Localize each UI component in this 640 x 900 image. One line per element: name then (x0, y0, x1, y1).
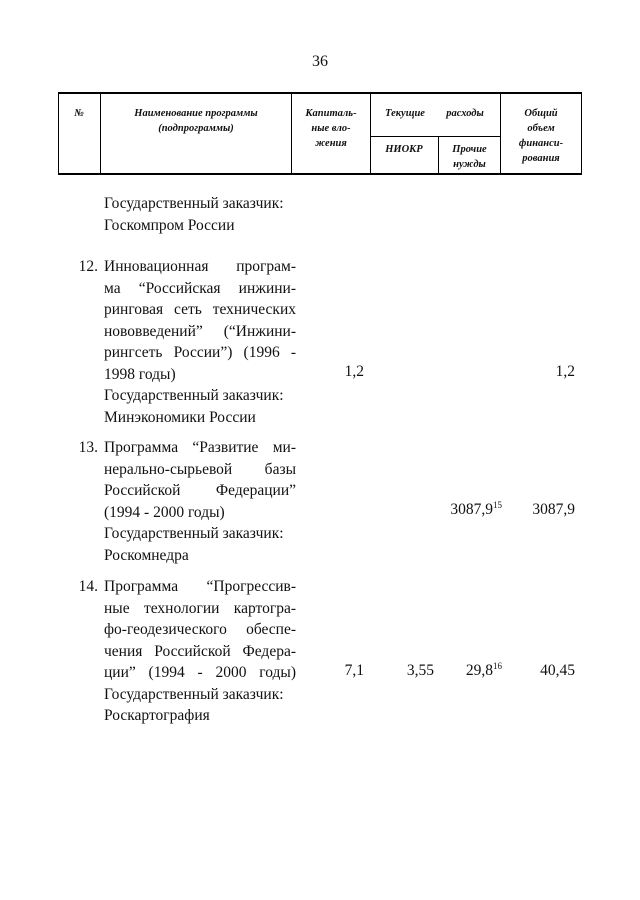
header-capital-line3: жения (315, 138, 347, 149)
header-total-line4: рования (522, 153, 560, 164)
header-total-line3: финанси- (518, 138, 564, 149)
row-number: 13. (78, 439, 98, 456)
row-text-line: ные технологии картогра- (104, 599, 296, 617)
header-total-line2: объем (527, 123, 555, 134)
row-text-line: Государственный заказчик: (104, 387, 284, 404)
header-current-left: Текущие (385, 108, 425, 119)
row-number: 12. (78, 258, 98, 275)
cell-other (420, 662, 502, 680)
header-niokr: НИОКР (385, 144, 423, 155)
footnote-ref: 15 (493, 499, 502, 510)
row-text-line: Государственный заказчик: (104, 685, 284, 703)
row-text-line: нерально-сырьевой базы (104, 460, 296, 478)
header-name-line2: (подпрограммы) (158, 123, 234, 134)
cell-capital: 1,2 (344, 363, 364, 380)
row-text-line: рингсеть России”) (1996 - (104, 344, 296, 361)
cell-other-value: 3087,9 (450, 501, 493, 518)
row-text-line: Программа “Прогрессив- (104, 578, 296, 595)
row-text-line: Государственный заказчик: (104, 195, 284, 212)
row-text-line: чения Российской Федера- (104, 642, 296, 660)
row-text-line: ринговая сеть технических (104, 301, 296, 318)
row-text-line: ции” (1994 - 2000 годы) (104, 664, 296, 681)
header-num: № (74, 108, 84, 119)
header-total-line1: Общий (524, 108, 558, 119)
row-text-line: фо-геодезического обеспе- (104, 621, 296, 638)
header-capital-line2: ные вло- (311, 123, 351, 134)
cell-niokr: 3,55 (406, 662, 434, 679)
page-number: 36 (312, 53, 328, 70)
row-text-line: Инновационная програм- (104, 258, 296, 275)
cell-other (420, 501, 502, 519)
header-other-line1: Прочие (452, 144, 487, 155)
row-text-line: (1994 - 2000 годы) (104, 503, 225, 521)
row-text-line: Государственный заказчик: (104, 525, 284, 542)
row-text-line: ма “Российская инжини- (104, 279, 296, 297)
row-text-line: 1998 годы) (104, 365, 176, 383)
header-capital-line1: Капиталь- (305, 108, 357, 119)
header-other-line2: нужды (453, 159, 486, 170)
row-text-line: Госкомпром России (104, 216, 235, 234)
header-current-right: расходы (446, 108, 484, 119)
cell-total: 3087,9 (532, 501, 575, 518)
cell-capital: 7,1 (344, 662, 364, 679)
cell-total: 1,2 (555, 363, 575, 380)
row-text-line: Российской Федерации” (104, 482, 296, 499)
cell-other-value: 29,8 (465, 662, 493, 679)
row-text-line: Программа “Развитие ми- (104, 439, 296, 456)
cell-total: 40,45 (540, 662, 575, 679)
footnote-ref: 16 (493, 660, 502, 671)
row-text-line: нововведений” (“Инжини- (104, 322, 296, 340)
row-text-line: Роскомнедра (104, 546, 189, 564)
row-text-line: Роскартография (104, 707, 210, 724)
header-name-line1: Наименование программы (134, 108, 258, 119)
row-text-line: Минэкономики России (104, 408, 256, 426)
table-header (58, 92, 582, 175)
row-number: 14. (78, 578, 98, 595)
